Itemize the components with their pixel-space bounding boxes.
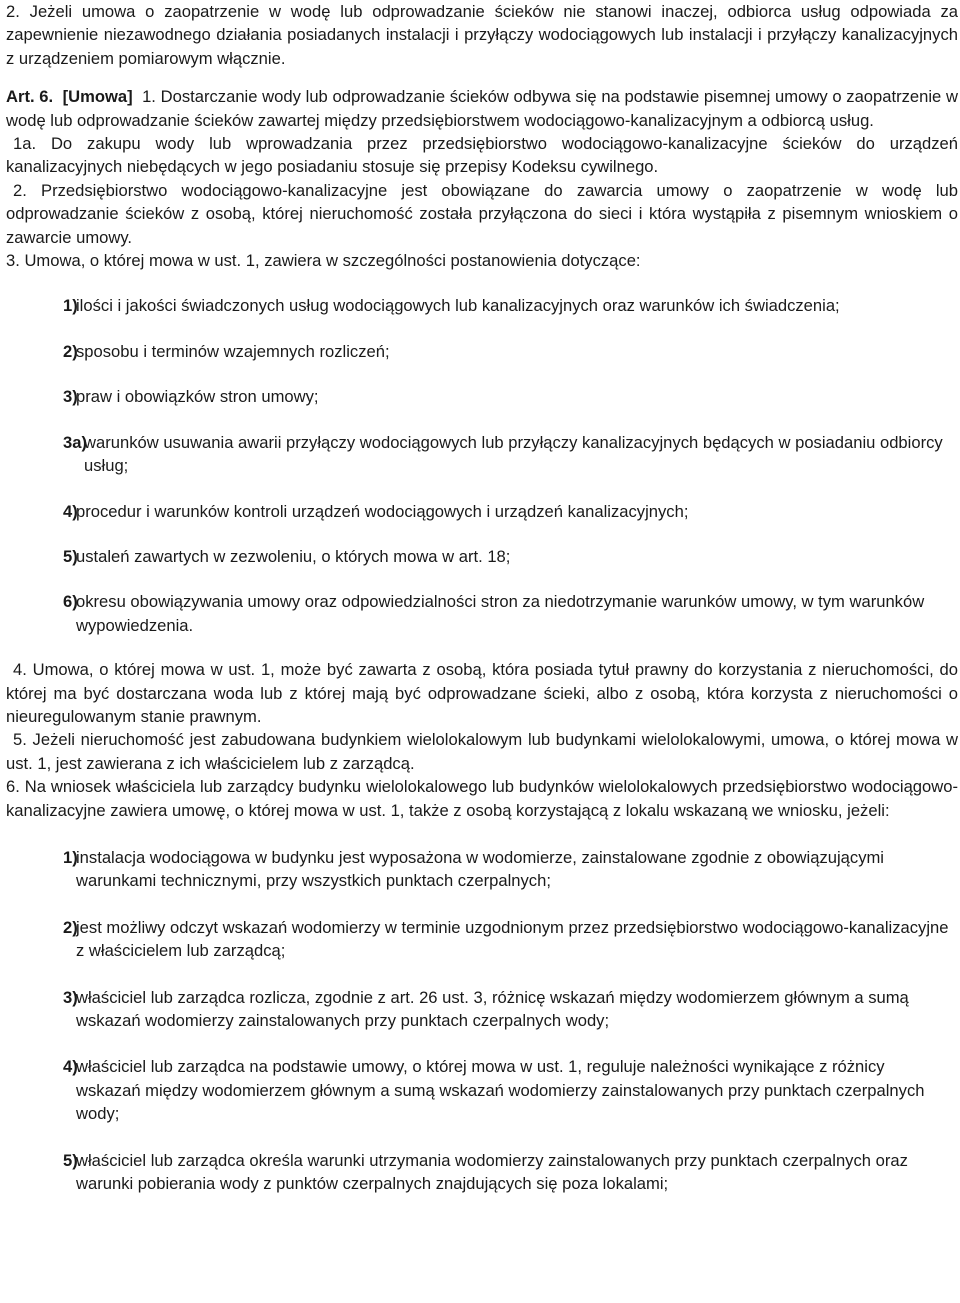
list-item-number: 4) <box>63 501 78 521</box>
list-item-number: 4) <box>63 1057 78 1077</box>
list-item <box>6 1149 958 1196</box>
list-item <box>6 545 958 568</box>
list-item-text: praw i obowiązków stron umowy; <box>76 387 319 407</box>
paragraph-4: 4. Umowa, o której mowa w ust. 1, może być zawarta z osobą, która posiada tytuł prawny do korzystania z nieruchomości, do której ma być dostarczana woda lub z której mają być odprowadzane ścieki, albo z osobą, która korzysta z nieruchomości o nieuregulowanym stanie prawnym. <box>6 660 958 726</box>
list-item-number: 2) <box>63 917 78 937</box>
paragraph-1a: 1a. Do zakupu wody lub wprowadzania przez przedsiębiorstwo wodociągowo-kanalizacyjne ścieków do urządzeń kanalizacyjnych niebędących w jego posiadaniu stosuje się przepisy Kodeksu cywilnego. <box>6 134 958 177</box>
paragraph-2-responsibility: 2. Jeżeli umowa o zaopatrzenie w wodę lub odprowadzanie ścieków nie stanowi inaczej, odbiorca usług odpowiada za zapewnienie niezawodnego działania posiadanych instalacji i przyłączy wodociągowych lub instalacji i przyłączy kanalizacyjnych z urządzeniem pomiarowym włącznie. <box>6 2 958 68</box>
list-item-text: ilości i jakości świadczonych usług wodociągowych lub kanalizacyjnych oraz warunków ich świadczenia; <box>76 296 840 316</box>
list-item-number: 1) <box>63 847 78 867</box>
list-item-text: ustaleń zawartych w zezwoleniu, o których mowa w art. 18; <box>76 546 511 566</box>
list-item <box>6 431 958 478</box>
list-item-number: 6) <box>63 592 78 612</box>
list-item-text: sposobu i terminów wzajemnych rozliczeń; <box>76 341 390 361</box>
list-item-number: 2) <box>63 341 78 361</box>
article-6-paragraph-1 <box>6 85 958 132</box>
list-item-text: okresu obowiązywania umowy oraz odpowiedzialności stron za niedotrzymanie warunków umowy, w tym warunków wypowiedzenia. <box>76 592 925 635</box>
list-item <box>6 500 958 523</box>
list-item <box>6 385 958 408</box>
paragraph-1-text: 1. Dostarczanie wody lub odprowadzanie ścieków odbywa się na podstawie pisemnej umowy o zaopatrzenie w wodę lub odprowadzanie ścieków zawartej między przedsiębiorstwem wodociągowo-kanalizacyjnym a odbiorcą usług. <box>6 87 958 130</box>
contract-provisions-list <box>6 294 958 637</box>
article-heading: Art. 6. <box>6 87 54 107</box>
list-item-number: 5) <box>63 546 78 566</box>
list-item-text: właściciel lub zarządca rozlicza, zgodnie z art. 26 ust. 3, różnicę wskazań między wodomierzem głównym a sumą wskazań wodomierzy zainstalowanych przy punktach czerpalnych wody; <box>76 987 909 1030</box>
paragraph-2: 2. Przedsiębiorstwo wodociągowo-kanalizacyjne jest obowiązane do zawarcia umowy o zaopatrzenie w wodę lub odprowadzanie ścieków z osobą, której nieruchomość została przyłączona do sieci i która wystąpiła z pisemnym wnioskiem o zawarcie umowy. <box>6 180 958 247</box>
list-item <box>6 294 958 317</box>
paragraph-3: 3. Umowa, o której mowa w ust. 1, zawiera w szczególności postanowienia dotyczące: <box>6 251 641 271</box>
list-item-text: właściciel lub zarządca na podstawie umowy, o której mowa w ust. 1, reguluje należności wynikające z różnicy wskazań między wodomierzem głównym a sumą wskazań wodomierzy zainstalowanych przy punktach czerpalnych wody; <box>76 1057 925 1124</box>
paragraph-6: 6. Na wniosek właściciela lub zarządcy budynku wielolokalowego lub budynków wielolokalowych przedsiębiorstwo wodociągowo-kanalizacyjne zawiera umowę, o której mowa w ust. 1, także z osobą korzystającą z lokalu wskazaną we wniosku, jeżeli: <box>6 777 958 820</box>
list-item <box>6 986 958 1033</box>
owner-conditions-list <box>6 846 958 1195</box>
article-title: [Umowa] <box>62 87 133 107</box>
list-item <box>6 340 958 363</box>
paragraph-5: 5. Jeżeli nieruchomość jest zabudowana budynkiem wielolokalowym lub budynkami wielolokalowymi, umowa, o której mowa w ust. 1, jest zawierana z ich właścicielem lub z zarządcą. <box>6 730 958 773</box>
list-item-text: właściciel lub zarządca określa warunki utrzymania wodomierzy zainstalowanych przy punktach czerpalnych oraz warunki pobierania wody z punktów czerpalnych znajdujących się poza lokalami; <box>76 1150 908 1194</box>
list-item-number: 3a) <box>63 432 87 452</box>
list-item-text: procedur i warunków kontroli urządzeń wodociągowych i urządzeń kanalizacyjnych; <box>76 501 689 521</box>
list-item-number: 5) <box>63 1150 78 1170</box>
list-item-text: jest możliwy odczyt wskazań wodomierzy w terminie uzgodnionym przez przedsiębiorstwo wodociągowo-kanalizacyjne z właścicielem lub zarządcą; <box>76 917 949 961</box>
list-item <box>6 846 958 893</box>
document-page <box>6 0 958 1195</box>
list-item-number: 3) <box>63 387 78 407</box>
list-item-number: 1) <box>63 296 78 316</box>
list-item-text: instalacja wodociągowa w budynku jest wyposażona w wodomierze, zainstalowane zgodnie z obowiązującymi warunkami technicznymi, przy wszystkich punktach czerpalnych; <box>76 847 884 891</box>
list-item <box>6 916 958 963</box>
list-item <box>6 590 958 637</box>
list-item-text: warunków usuwania awarii przyłączy wodociągowych lub przyłączy kanalizacyjnych będących w posiadaniu odbiorcy usług; <box>84 432 943 476</box>
list-item <box>6 1055 958 1125</box>
list-item-number: 3) <box>63 987 78 1007</box>
